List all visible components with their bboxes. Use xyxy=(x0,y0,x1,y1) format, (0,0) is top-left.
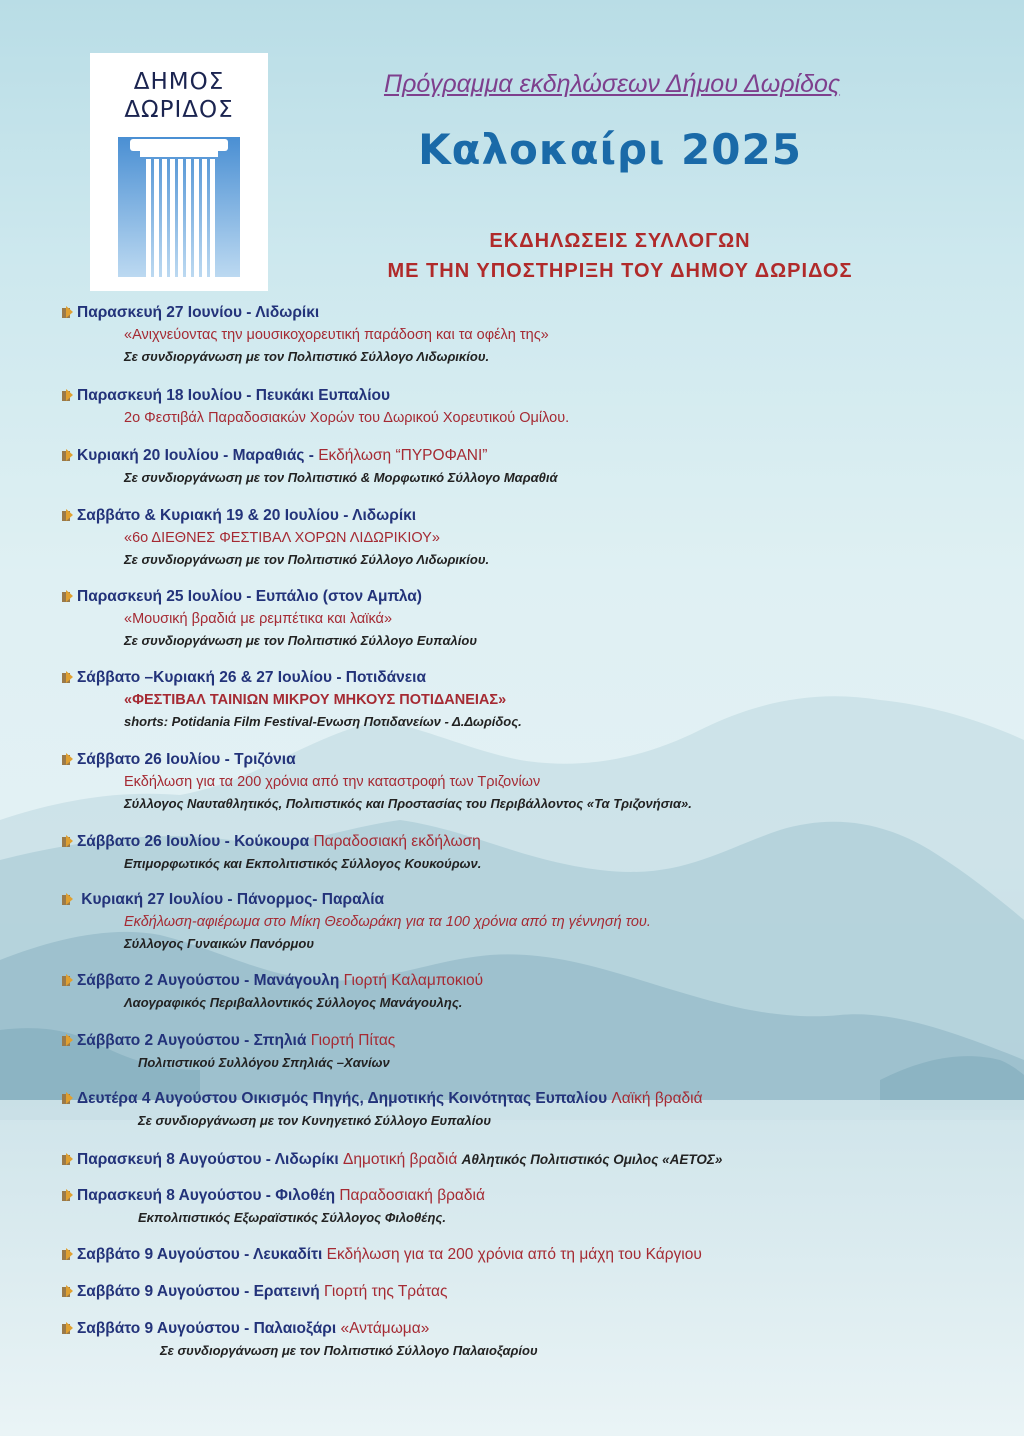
event-date: Παρασκευή 8 Αυγούστου - Φιλοθέη xyxy=(77,1187,336,1204)
bullet-icon xyxy=(62,389,74,401)
event-date: Σάββατο 2 Αυγούστου - Μανάγουλη xyxy=(77,972,344,989)
event-date: Παρασκευή 18 Ιουλίου - Πευκάκι Ευπαλίου xyxy=(77,387,390,404)
event-inline-title: Γιορτή Πίτας xyxy=(310,1032,396,1049)
bullet-icon xyxy=(62,306,74,318)
event-organizer: Σε συνδιοργάνωση με τον Πολιτιστικό Σύλλογο Λιδωρικίου. xyxy=(124,349,490,364)
event-date: Κυριακή 27 Ιουλίου - Πάνορμος- Παραλία xyxy=(77,891,385,908)
bullet-icon xyxy=(62,835,74,847)
bullet-icon xyxy=(62,509,74,521)
event-inline-title: Εκδήλωση για τα 200 χρόνια από τη μάχη του Κάργιου xyxy=(326,1246,702,1263)
event-date: Σάββατο 2 Αυγούστου - Σπηλιά xyxy=(77,1032,307,1049)
bullet-icon xyxy=(62,1153,74,1165)
column-icon xyxy=(90,53,268,291)
event-date: Σαββάτο 9 Αυγούστου - Παλαιοξάρι xyxy=(77,1320,337,1337)
bullet-icon xyxy=(62,1034,74,1046)
bullet-icon xyxy=(62,1285,74,1297)
event-date: Σάββατο –Κυριακή 26 & 27 Ιουλίου - Ποτιδάνεια xyxy=(77,669,426,686)
event-item xyxy=(62,1185,962,1229)
bullet-icon xyxy=(62,671,74,683)
bullet-icon xyxy=(62,893,74,905)
event-organizer: Επιμορφωτικός και Εκπολιτιστικός Σύλλογος Κουκούρων. xyxy=(124,856,482,871)
event-date: Σαββάτο 9 Αυγούστου - Ερατεινή xyxy=(77,1283,320,1300)
event-item xyxy=(62,1318,962,1362)
event-description: «6ο ΔΙΕΘΝΕΣ ΦΕΣΤΙΒΑΛ ΧΟΡΩΝ ΛΙΔΩΡΙΚΙΟΥ» xyxy=(124,530,440,546)
event-date: Κυριακή 20 Ιουλίου - Μαραθιάς - xyxy=(77,447,314,464)
bullet-icon xyxy=(62,1322,74,1334)
municipality-logo xyxy=(90,53,268,291)
event-date: Παρασκευή 25 Ιουλίου - Ευπάλιο (στον Αμπλα) xyxy=(77,588,422,605)
event-item xyxy=(62,749,962,815)
event-item xyxy=(62,302,962,368)
event-item xyxy=(62,831,962,875)
event-description: «ΦΕΣΤΙΒΑΛ ΤΑΙΝΙΩΝ ΜΙΚΡΟΥ ΜΗΚΟΥΣ ΠΟΤΙΔΑΝΕΙΑΣ» xyxy=(124,692,507,708)
event-item xyxy=(62,586,962,652)
event-description: «Μουσική βραδιά με ρεμπέτικα και λαϊκά» xyxy=(124,611,393,627)
season-subtitle: Καλοκαίρι 2025 xyxy=(418,125,802,174)
event-item xyxy=(62,667,962,733)
heading-line1: ΕΚΔΗΛΩΣΕΙΣ ΣΥΛΛΟΓΩΝ xyxy=(489,230,751,252)
event-item xyxy=(62,1149,962,1171)
event-item xyxy=(62,1244,962,1266)
event-organizer: Σε συνδιοργάνωση με τον Πολιτιστικό & Μορφωτικό Σύλλογο Μαραθιά xyxy=(124,470,558,485)
event-item xyxy=(62,505,962,571)
event-organizer: Σε συνδιοργάνωση με τον Πολιτιστικό Σύλλογο Ευπαλίου xyxy=(124,633,477,648)
event-date: Σαββάτο & Κυριακή 19 & 20 Ιουλίου - Λιδωρίκι xyxy=(77,507,417,524)
event-description: Εκδήλωση-αφιέρωμα στο Μίκη Θεοδωράκη για τα 100 χρόνια από τη γέννησή του. xyxy=(124,914,651,930)
event-organizer: Σύλλογος Γυναικών Πανόρμου xyxy=(124,936,315,951)
event-organizer: Λαογραφικός Περιβαλλοντικός Σύλλογος Μανάγουλης. xyxy=(124,995,463,1010)
event-inline-title: Λαϊκή βραδιά xyxy=(611,1090,703,1107)
event-inline-title: Γιορτή της Τράτας xyxy=(324,1283,448,1300)
heading-line2: ΜΕ ΤΗΝ ΥΠΟΣΤΗΡΙΞΗ ΤΟΥ ΔΗΜΟΥ ΔΩΡΙΔΟΣ xyxy=(387,260,853,282)
logo-text-line2: ΔΩΡΙΔΟΣ xyxy=(124,97,234,123)
event-item xyxy=(62,445,962,489)
event-date: Σαββάτο 9 Αυγούστου - Λευκαδίτι xyxy=(77,1246,323,1263)
event-organizer: shorts: Potidania Film Festival-Ενωση Ποτιδανείων - Δ.Δωρίδος. xyxy=(124,714,522,729)
event-item xyxy=(62,889,962,955)
event-organizer: Εκπολιτιστικός Εξωραϊστικός Σύλλογος Φιλοθέης. xyxy=(138,1210,446,1225)
event-organizer: Σε συνδιοργάνωση με τον Κυνηγετικό Σύλλογο Ευπαλίου xyxy=(138,1113,492,1128)
bullet-icon xyxy=(62,1189,74,1201)
event-item xyxy=(62,1281,962,1303)
event-item xyxy=(62,385,962,429)
bullet-icon xyxy=(62,974,74,986)
logo-text-line1: ΔΗΜΟΣ xyxy=(133,69,225,95)
event-organizer: Σε συνδιοργάνωση με τον Πολιτιστικό Σύλλογο Παλαιοξαρίου xyxy=(160,1343,538,1358)
bullet-icon xyxy=(62,590,74,602)
event-description: «Ανιχνεύοντας την μουσικοχορευτική παράδοση και τα οφέλη της» xyxy=(124,327,549,343)
bullet-icon xyxy=(62,1248,74,1260)
event-date: Παρασκευή 27 Ιουνίου - Λιδωρίκι xyxy=(77,304,320,321)
bullet-icon xyxy=(62,753,74,765)
event-date: Παρασκευή 8 Αυγούστου - Λιδωρίκι xyxy=(77,1151,339,1168)
event-inline-title: Δημοτική βραδιά xyxy=(343,1151,458,1168)
event-inline-title: Παραδοσιακή βραδιά xyxy=(339,1187,485,1204)
event-inline-title: Γιορτή Καλαμποκιού xyxy=(343,972,484,989)
event-description: Εκδήλωση για τα 200 χρόνια από την καταστροφή των Τριζονίων xyxy=(124,774,541,790)
event-inline-title: «Αντάμωμα» xyxy=(340,1320,430,1337)
event-organizer: Σε συνδιοργάνωση με τον Πολιτιστικό Σύλλογο Λιδωρικίου. xyxy=(124,552,490,567)
event-inline-organizer: Αθλητικός Πολιτιστικός Ομιλος «ΑΕΤΟΣ» xyxy=(461,1152,723,1167)
program-title: Πρόγραμμα εκδηλώσεων Δήμου Δωρίδος xyxy=(383,70,841,98)
event-date: Δευτέρα 4 Αυγούστου Οικισμός Πηγής, Δημοτικής Κοινότητας Ευπαλίου xyxy=(77,1090,612,1107)
event-item xyxy=(62,970,962,1014)
event-inline-title: Παραδοσιακή εκδήλωση xyxy=(313,833,481,850)
event-organizer: Σύλλογος Ναυταθλητικός, Πολιτιστικός και Προστασίας του Περιβάλλοντος «Τα Τριζονήσια». xyxy=(124,796,692,811)
event-inline-title: Εκδήλωση “ΠΥΡΟΦΑΝΙ” xyxy=(318,447,488,464)
event-date: Σάββατο 26 Ιουλίου - Κούκουρα xyxy=(77,833,310,850)
event-organizer: Πολιτιστικού Συλλόγου Σπηλιάς –Χανίων xyxy=(138,1055,390,1070)
bullet-icon xyxy=(62,449,74,461)
event-item xyxy=(62,1088,962,1132)
event-description: 2ο Φεστιβάλ Παραδοσιακών Χορών του Δωρικού Χορευτικού Ομίλου. xyxy=(124,410,570,426)
bullet-icon xyxy=(62,1092,74,1104)
event-item xyxy=(62,1030,962,1074)
event-date: Σάββατο 26 Ιουλίου - Τριζόνια xyxy=(77,751,296,768)
